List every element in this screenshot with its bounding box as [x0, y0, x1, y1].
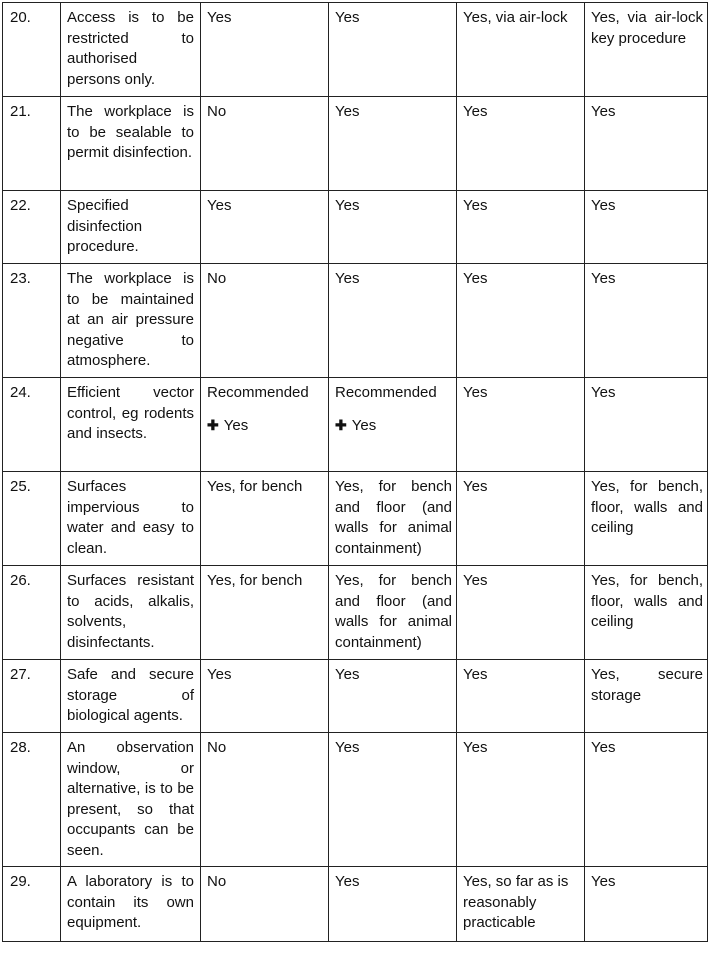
cell-text: Yes: [591, 197, 616, 214]
row-number: 21.: [3, 97, 61, 191]
cell-text: Yes: [591, 873, 616, 890]
level-4-cell: [585, 867, 708, 942]
table-row: [3, 3, 708, 97]
level-4-cell: [585, 733, 708, 867]
cell-text: Yes, for bench and floor (and walls for animal containment): [335, 572, 452, 651]
table-row: [3, 867, 708, 942]
level-2-cell: [329, 566, 457, 660]
cell-text: Yes: [335, 739, 360, 756]
requirement-description: Surfaces impervious to water and easy to clean.: [61, 472, 201, 566]
cell-text: Yes, for bench, floor, walls and ceiling: [591, 572, 703, 630]
cell-text: Yes, via air-lock key procedure: [591, 9, 703, 47]
level-3-cell: [457, 867, 585, 942]
level-1-cell: [201, 867, 329, 942]
cell-text: Recommended: [207, 384, 309, 401]
row-number: 24.: [3, 378, 61, 472]
cell-text: Yes: [207, 197, 232, 214]
level-3-cell: [457, 191, 585, 264]
level-1-cell: [201, 660, 329, 733]
table-body: [3, 3, 708, 942]
level-1-cell: [201, 191, 329, 264]
table-row: [3, 472, 708, 566]
requirement-description: Access is to be restricted to authorised persons only.: [61, 3, 201, 97]
cell-text: Yes: [335, 270, 360, 287]
row-number: 25.: [3, 472, 61, 566]
level-3-cell: [457, 660, 585, 733]
cell-text: No: [207, 103, 227, 120]
level-4-cell: [585, 660, 708, 733]
level-2-cell: [329, 3, 457, 97]
cell-text: Yes: [335, 666, 360, 683]
cell-extra-text: Yes: [223, 416, 249, 434]
row-number: 29.: [3, 867, 61, 942]
level-4-cell: [585, 3, 708, 97]
level-1-cell: [201, 472, 329, 566]
requirement-description: Specified disinfection procedure.: [61, 191, 201, 264]
row-number: 28.: [3, 733, 61, 867]
cell-text: Yes: [335, 197, 360, 214]
level-2-cell: [329, 191, 457, 264]
level-4-cell: [585, 378, 708, 472]
level-4-cell: [585, 566, 708, 660]
cell-text: Yes, for bench: [207, 478, 303, 495]
table-row: [3, 378, 708, 472]
level-1-cell: [201, 566, 329, 660]
requirement-description: An observation window, or alternative, is to be present, so that occupants can be seen.: [61, 733, 201, 867]
cell-text: Yes: [463, 739, 488, 756]
level-1-cell: [201, 733, 329, 867]
cell-text: Yes, so far as is reasonably practicable: [463, 873, 569, 931]
cross-icon: ✚: [207, 416, 219, 433]
cell-text: Recommended: [335, 384, 437, 401]
level-4-cell: [585, 472, 708, 566]
level-3-cell: [457, 378, 585, 472]
level-2-cell: [329, 472, 457, 566]
level-3-cell: [457, 3, 585, 97]
level-2-cell: [329, 378, 457, 472]
cell-text: Yes: [335, 103, 360, 120]
containment-requirements-table: [2, 2, 708, 942]
level-2-cell: [329, 660, 457, 733]
cell-text: Yes: [207, 9, 232, 26]
requirement-description: The workplace is to be sealable to permit disinfection.: [61, 97, 201, 191]
row-number: 22.: [3, 191, 61, 264]
table-row: [3, 97, 708, 191]
requirement-description: Efficient vector control, eg rodents and insects.: [61, 378, 201, 472]
table-row: [3, 191, 708, 264]
cell-text: Yes: [591, 384, 616, 401]
table-row: [3, 660, 708, 733]
cell-text: Yes: [591, 270, 616, 287]
level-2-cell: [329, 264, 457, 378]
level-1-cell: [201, 378, 329, 472]
cell-text: Yes, via air-lock: [463, 9, 568, 26]
cell-text: Yes, secure storage: [591, 666, 703, 704]
cell-text: Yes: [335, 9, 360, 26]
cell-text: Yes: [591, 739, 616, 756]
level-3-cell: [457, 733, 585, 867]
table-row: [3, 733, 708, 867]
cross-icon: ✚: [335, 416, 347, 433]
row-number: 27.: [3, 660, 61, 733]
cell-text: No: [207, 739, 227, 756]
level-4-cell: [585, 264, 708, 378]
requirement-description: Surfaces resistant to acids, alkalis, solvents, disinfectants.: [61, 566, 201, 660]
cell-text: Yes: [463, 384, 488, 401]
cell-text: Yes, for bench, floor, walls and ceiling: [591, 478, 703, 536]
cell-text: No: [207, 873, 227, 890]
level-2-cell: [329, 733, 457, 867]
cell-text: Yes: [335, 873, 360, 890]
level-3-cell: [457, 566, 585, 660]
cell-text: Yes: [463, 572, 488, 589]
level-4-cell: [585, 191, 708, 264]
cell-text: Yes: [463, 103, 488, 120]
cell-text: Yes: [463, 478, 488, 495]
cell-text: Yes: [591, 103, 616, 120]
table-row: [3, 566, 708, 660]
level-3-cell: [457, 472, 585, 566]
level-3-cell: [457, 264, 585, 378]
level-1-cell: [201, 97, 329, 191]
level-2-cell: [329, 97, 457, 191]
level-1-cell: [201, 264, 329, 378]
cell-text: Yes: [463, 197, 488, 214]
row-number: 20.: [3, 3, 61, 97]
cell-text: Yes, for bench: [207, 572, 303, 589]
table-row: [3, 264, 708, 378]
requirement-description: The workplace is to be maintained at an air pressure negative to atmosphere.: [61, 264, 201, 378]
row-number: 23.: [3, 264, 61, 378]
cell-extra-line: [207, 415, 324, 437]
cell-extra-line: [335, 415, 452, 437]
cell-text: No: [207, 270, 227, 287]
level-4-cell: [585, 97, 708, 191]
level-3-cell: [457, 97, 585, 191]
cell-text: Yes: [463, 666, 488, 683]
cell-extra-text: Yes: [351, 416, 377, 434]
row-number: 26.: [3, 566, 61, 660]
requirement-description: Safe and secure storage of biological agents.: [61, 660, 201, 733]
cell-text: Yes, for bench and floor (and walls for animal containment): [335, 478, 452, 557]
cell-text: Yes: [463, 270, 488, 287]
level-1-cell: [201, 3, 329, 97]
requirement-description: A laboratory is to contain its own equipment.: [61, 867, 201, 942]
cell-text: Yes: [207, 666, 232, 683]
level-2-cell: [329, 867, 457, 942]
